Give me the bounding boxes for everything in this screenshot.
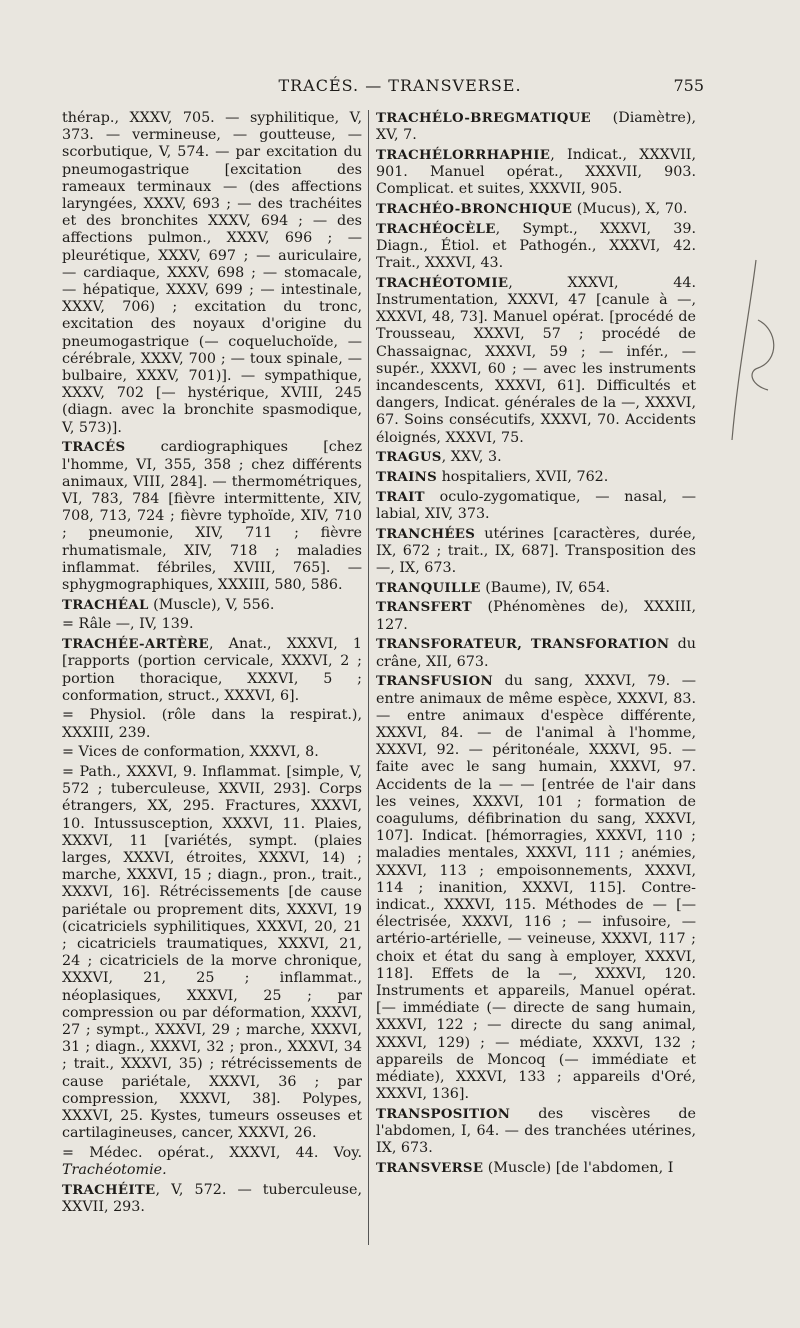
index-entry [376,275,696,447]
right-column [376,110,696,1180]
entry-headword: TRANQUILLE [376,580,481,596]
entry-headword: TRAIT [376,489,425,505]
index-entry [376,147,696,199]
entry-text: , Sympt., XXXVI, 39. Diagn., Étiol. et Pathogén., XXXVI, 42. Trait., XXXVI, 43. [376,220,696,272]
index-entry [62,764,362,1142]
entry-text: des viscères de l'abdomen, I, 64. — des tranchées utérines, IX, 673. [376,1105,696,1157]
entry-headword: TRACHÉOCÈLE [376,221,496,237]
index-entry [62,1145,362,1179]
entry-headword: TRACHÉLORRHAPHIE [376,147,551,163]
entry-text: , XXV, 3. [441,449,502,466]
entry-text: , Anat., XXXVI, 1 [rapports (portion cervicale, XXXVI, 2 ; portion thoracique, XXXVI, 5 ; conformation, struct., XXXVI, 6]. [62,636,362,704]
entry-headword: TRACHÉOTOMIE [376,275,509,291]
index-entry [62,439,362,594]
entry-headword: TRANSFORATEUR, TRANSFORATION [376,637,670,653]
entry-text: oculo-zygomatique, — nasal, — labial, XIV, 373. [376,488,696,522]
entry-text: utérines [caractères, durée, IX, 672 ; trait., IX, 687]. Transposition des —, IX, 673. [376,525,696,577]
handwritten-mark [728,250,784,450]
index-entry [62,636,362,705]
entry-headword: TRANSFUSION [376,674,493,690]
index-entry [376,221,696,273]
index-entry [62,1182,362,1216]
index-entry [376,469,696,486]
entry-headword: TRANSFERT [376,600,473,616]
column-divider [368,110,369,1245]
entry-text: = Vices de conformation, XXXVI, 8. [62,744,319,761]
page-number: 755 [673,76,704,95]
entry-text: (Mucus), X, 70. [572,201,688,218]
entry-text: (Phénomènes de), XXXIII, 127. [376,599,696,633]
entry-text: du sang, XXXVI, 79. — entre animaux de même espèce, XXXVI, 83. — entre animaux d'espèce différente, XXXVI, 84. — de l'animal à l'homme, XXXVI, 92. — péritonéale, XXXVI, 95. — faite avec le sang humain, XXXVI, 97. Accidents de la — — [entrée de l'air dans les veines, XXXVI, 101 ; formation de coagulums, défibrination du sang, XXXVI, 107]. Indicat. [hémorragies, XXXVI, 110 ; maladies mentales, XXXVI, 111 ; anémies, XXXVI, 113 ; empoisonnements, XXXVI, 114 ; inanition, XXXVI, 115]. Contre-indicat., XXXVI, 115. Méthodes de — [— électrisée, XXXVI, 116 ; — infusoire, — artério-artérielle, — veineuse, XXXVI, 117 ; choix et état du sang à employer, XXXVI, 118]. Effets de la —, XXXVI, 120. Instruments et appareils, Manuel opérat. [— immédiate (— directe de sang humain, XXXVI, 122 ; — directe du sang animal, XXXVI, 129) ; — médiate, XXXVI, 132 ; appareils de Moncoq (— immédiate et médiate), XXXVI, 133 ; appareils d'Oré, XXXVI, 136]. [376,673,696,1103]
entry-headword: TRACÉS [62,440,126,456]
index-entry [376,1160,696,1177]
index-entry [376,201,696,218]
index-entry [376,449,696,466]
entry-headword: TRACHÉITE [62,1182,156,1198]
entry-text: = Médec. opérat., XXXVI, 44. Voy. [62,1144,362,1161]
entry-headword: TRACHÉAL [62,597,149,613]
entry-headword: TRACHÉLO-BREGMATIQUE [376,111,591,126]
index-entry [62,616,362,633]
index-entry [62,707,362,741]
entry-text: (Baume), IV, 654. [480,579,611,596]
entry-text: cardiographiques [chez l'homme, VI, 355, 358 ; chez différents animaux, VIII, 284]. — thermométriques, VI, 783, 784 [fièvre intermittente, XIV, 708, 713, 724 ; fièvre typhoïde, XIV, 710 ; pneumonie, XIV, 711 ; fièvre rhumatismale, XIV, 718 ; maladies inflammat. fébriles, XVIII, 765]. — sphygmographiques, XXXIII, 580, 586. [62,439,362,593]
index-entry [376,1106,696,1158]
index-entry [376,489,696,523]
index-entry [376,580,696,597]
entry-text: , Indicat., XXXVII, 901. Manuel opérat., XXXVII, 903. Complicat. et suites, XXXVII, 905. [376,146,696,198]
index-entry [62,110,362,437]
entry-headword: TRANSPOSITION [376,1106,511,1122]
entry-text: = Râle —, IV, 139. [62,616,194,633]
index-entry [376,110,696,144]
index-entry [62,744,362,761]
entry-italic-ref: Trachéotomie. [62,1162,167,1179]
entry-headword: TRAGUS [376,450,442,466]
running-title: TRACÉS. — TRANSVERSE. [278,76,522,95]
entry-text: (Diamètre), XV, 7. [376,110,696,144]
page-header [0,76,800,106]
entry-text: = Path., XXXVI, 9. Inflammat. [simple, V, 572 ; tuberculeuse, XXVII, 293]. Corps étrangers, XX, 295. Fractures, XXXVI, 10. Intussusception, XXXVI, 11. Plaies, XXXVI, 11 [variétés, sympt. (plaies larges, XXXVI, étroites, XXXVI, 14) ; marche, XXXVI, 15 ; diagn., pron., trait., XXXVI, 16]. Rétrécissements [de cause pariétale ou proprement dits, XXXVI, 19 (cicatriciels syphilitiques, XXXVI, 20, 21 ; cicatriciels traumatiques, XXXVI, 21, 24 ; cicatriciels de la morve chronique, XXXVI, 21, 25 ; inflammat., néoplasiques, XXXVI, 25 ; par compression ou par déformation, XXXVI, 27 ; sympt., XXXVI, 29 ; marche, XXXVI, 31 ; diagn., XXXVI, 32 ; pron., XXXVI, 34 ; trait., XXXVI, 35) ; rétrécissements de cause pariétale, XXXVI, 36 ; par compression, XXXVI, 38]. Polypes, XXXVI, 25. Kystes, tumeurs osseuses et cartilagineuses, cancer, XXXVI, 26. [62,764,362,1142]
index-entry [376,599,696,633]
entry-text: hospitaliers, XVII, 762. [437,469,609,486]
index-entry [376,526,696,578]
entry-text: (Muscle), V, 556. [148,596,275,613]
entry-text: (Muscle) [de l'abdomen, I [483,1159,674,1176]
entry-text: du crâne, XII, 673. [376,636,696,670]
entry-text: thérap., XXXV, 705. — syphilitique, V, 373. — vermineuse, — goutteuse, — scorbutique, V, 574. — par excitation du pneumogastrique [excitation des rameaux terminaux — (des affections laryngées, XXXV, 693 ; — des trachéites et des bronchites XXXV, 694 ; — des affections pulmon., XXXV, 696 ; — pleurétique, XXXV, 697 ; — auriculaire, — cardiaque, XXXV, 698 ; — stomacale, — hépatique, XXXV, 699 ; — intestinale, XXXV, 706) ; excitation du tronc, excitation des noyaux d'origine du pneumogastrique (— coqueluchoïde, — cérébrale, XXXV, 700 ; — toux spinale, — bulbaire, XXXV, 701)]. — sympathique, XXXV, 702 [— hystérique, XVIII, 245 (diagn. avec la bronchite spasmodique, V, 573)]. [62,110,362,436]
index-entry [376,636,696,670]
index-entry [62,597,362,614]
entry-headword: TRAINS [376,470,438,486]
index-entry [376,673,696,1103]
entry-headword: TRACHÉO-BRONCHIQUE [376,202,573,218]
entry-text: , XXXVI, 44. Instrumentation, XXXVI, 47 [canule à —, XXXVI, 48, 73]. Manuel opérat. [procédé de Trousseau, XXXVI, 57 ; procédé de Chassaignac, XXXVI, 59 ; — infér., — supér., XXXVI, 60 ; — avec les instruments incandescents, XXXVI, 61]. Difficultés et dangers, Indicat. générales de la —, XXXVI, 67. Soins consécutifs, XXXVI, 70. Accidents éloignés, XXXVI, 75. [376,274,696,446]
entry-headword: TRANCHÉES [376,526,476,542]
entry-text: = Physiol. (rôle dans la respirat.), XXXIII, 239. [62,707,362,741]
entry-text: , V, 572. — tuberculeuse, XXVII, 293. [62,1181,362,1216]
entry-headword: TRACHÉE-ARTÈRE [62,637,209,653]
entry-headword: TRANSVERSE [376,1160,484,1176]
left-column [62,110,362,1219]
